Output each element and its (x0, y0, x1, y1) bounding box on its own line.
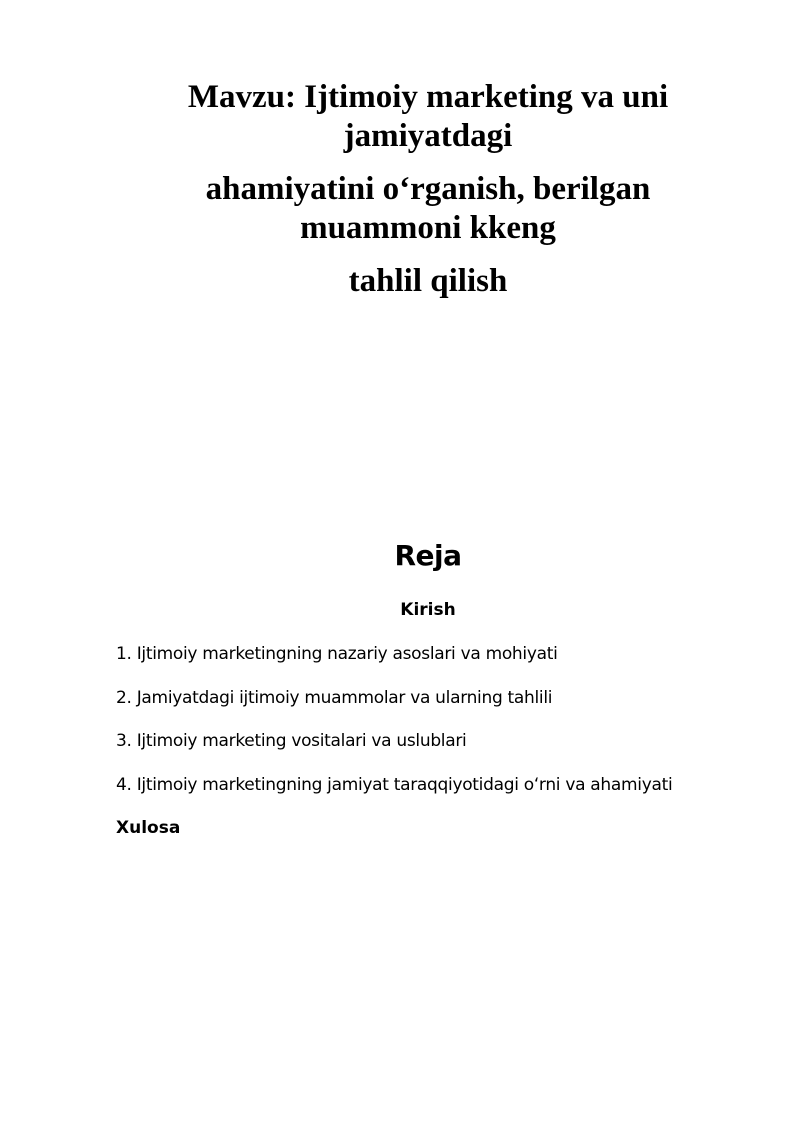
plan-heading: Reja (394, 539, 462, 572)
plan-list (116, 642, 672, 816)
plan-conclusion: Xulosa (116, 818, 181, 838)
plan-item: 2. Jamiyatdagi ijtimoiy muammolar va ularning tahlili (116, 687, 553, 708)
title-line: ahamiyatini o‘rganish, berilgan (205, 171, 651, 207)
plan-item: 3. Ijtimoiy marketing vositalari va uslublari (116, 731, 467, 751)
plan-item: 4. Ijtimoiy marketingning jamiyat taraqqiyotidagi oʻrni va ahamiyati (116, 774, 673, 795)
plan-item: 1. Ijtimoiy marketingning nazariy asoslari va mohiyati (116, 644, 558, 664)
title-line: Mavzu: Ijtimoiy marketing va uni (187, 79, 669, 115)
plan-intro: Kirish (400, 600, 456, 620)
title-line: jamiyatdagi (343, 118, 513, 154)
document-title (150, 78, 706, 301)
title-line: muammoni kkeng (300, 210, 556, 246)
title-line: tahlil qilish (348, 263, 508, 299)
